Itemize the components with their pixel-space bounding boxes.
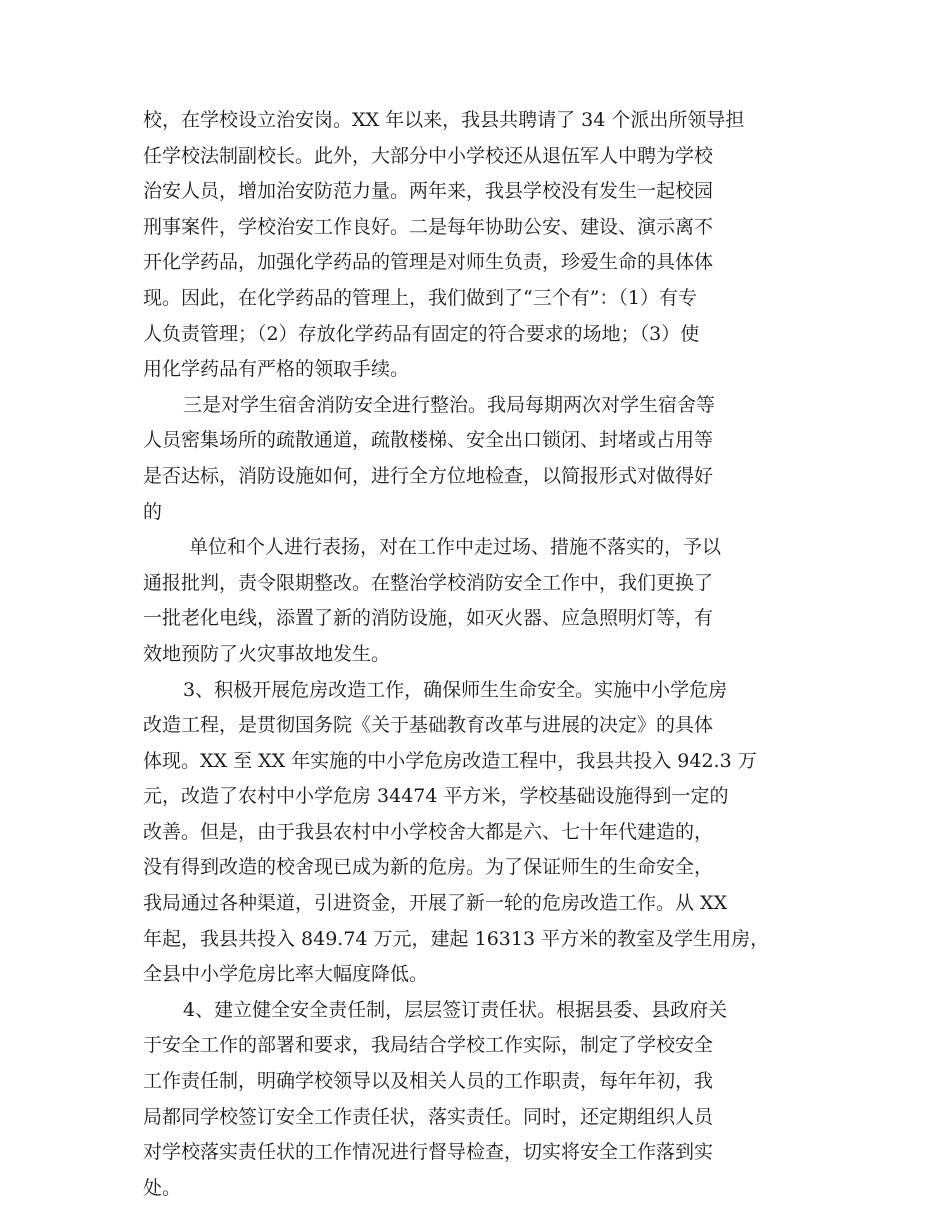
paragraph-start-line: 4、建立健全安全责任制，层层签订责任状。根据县委、县政府关 [183,998,728,1021]
text-line: 效地预防了火灾事故地发生。 [143,642,391,665]
text-line: 没有得到改造的校舍现已成为新的危房。为了保证师生的生命安全， [143,856,714,879]
text-line: 处。 [143,1176,182,1199]
text-line: 工作责任制，明确学校领导以及相关人员的工作职责，每年年初，我 [143,1070,714,1093]
text-line: 是否达标，消防设施如何，进行全方位地检查，以简报形式对做得好 [143,464,714,487]
text-line: 改造工程，是贯彻国务院《关于基础教育改革与进展的决定》的具体 [143,714,714,737]
text-line: 元，改造了农村中小学危房 34474 平方米，学校基础设施得到一定的 [143,785,729,808]
text-line: 体现。XX 至 XX 年实施的中小学危房改造工程中，我县共投入 942.3 万 [143,749,757,772]
document-body [143,103,813,1206]
text-line: 治安人员，增加治安防范力量。两年来，我县学校没有发生一起校园 [143,180,714,203]
paragraph-start-line: 三是对学生宿舍消防安全进行整治。我局每期两次对学生宿舍等 [183,393,716,416]
text-line: 通报批判，责令限期整改。在整治学校消防安全工作中，我们更换了 [143,571,714,594]
text-line: 全县中小学危房比率大幅度降低。 [143,963,429,986]
text-line: 校，在学校设立治安岗。XX 年以来，我县共聘请了 34 个派出所领导担 [143,109,745,131]
text-line: 人员密集场所的疏散通道，疏散楼梯、安全出口锁闭、封堵或占用等 [143,429,714,452]
text-line: 改善。但是，由于我县农村中小学校舍大都是六、七十年代建造的， [143,820,714,843]
paragraph-start-line: 3、积极开展危房改造工作，确保师生生命安全。实施中小学危房 [183,678,728,701]
text-line: 我局通过各种渠道，引进资金，开展了新一轮的危房改造工作。从 XX [143,892,728,915]
text-line: 于安全工作的部署和要求，我局结合学校工作实际，制定了学校安全 [143,1034,714,1057]
text-line: 任学校法制副校长。此外，大部分中小学校还从退伍军人中聘为学校 [143,144,714,167]
text-line: 现。因此，在化学药品的管理上，我们做到了“三个有”：（1）有专 [143,286,698,309]
text-line: 年起，我县共投入 849.74 万元，建起 16313 平方米的教室及学生用房， [143,927,770,950]
text-line: 刑事案件，学校治安工作良好。二是每年协助公安、建设、演示离不 [143,215,714,238]
text-line: 开化学药品，加强化学药品的管理是对师生负责，珍爱生命的具体体 [143,251,714,274]
text-line: 人负责管理；（2）存放化学药品有固定的符合要求的场地；（3）使 [143,322,700,345]
text-line: 用化学药品有严格的领取手续。 [143,358,410,381]
text-line: 一批老化电线，添置了新的消防设施，如灭火器、应急照明灯等，有 [143,607,714,630]
paragraph-start-line: 单位和个人进行表扬，对在工作中走过场、措施不落实的，予以 [189,536,722,559]
text-line: 的 [143,500,163,523]
text-line: 局都同学校签订安全工作责任状，落实责任。同时，还定期组织人员 [143,1105,714,1128]
text-line: 对学校落实责任状的工作情况进行督导检查，切实将安全工作落到实 [143,1141,714,1164]
